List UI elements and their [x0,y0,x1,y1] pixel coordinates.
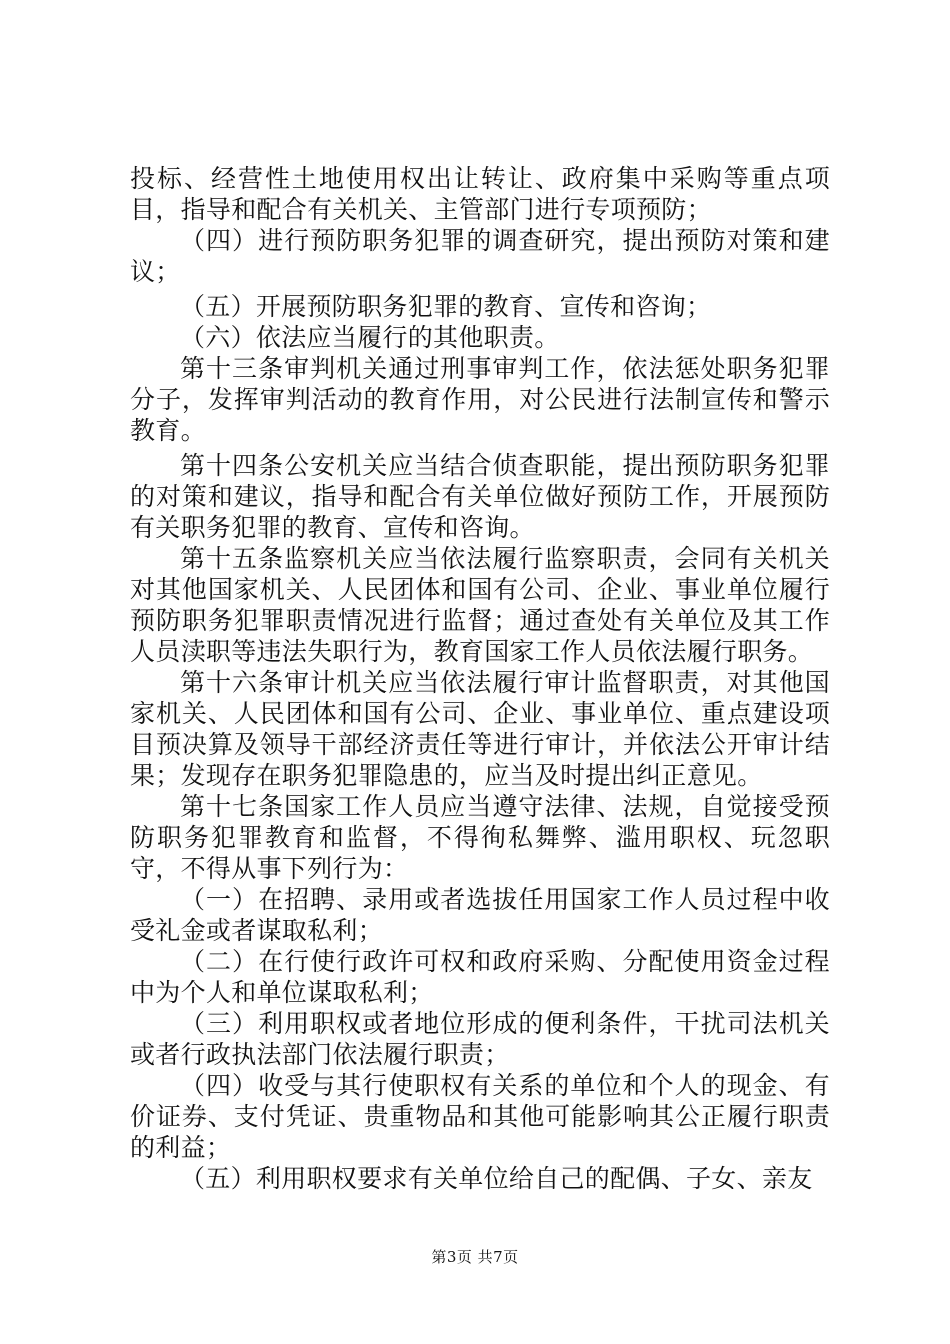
paragraph-sub-item-3: （三）利用职权或者地位形成的便利条件，干扰司法机关或者行政执法部门依法履行职责； [130,1009,830,1069]
paragraph-article-14: 第十四条公安机关应当结合侦查职能，提出预防职务犯罪的对策和建议，指导和配合有关单位做好预防工作，开展预防有关职务犯罪的教育、宣传和咨询。 [130,451,830,542]
paragraph-continuation: 投标、经营性土地使用权出让转让、政府集中采购等重点项目，指导和配合有关机关、主管部门进行专项预防； [130,164,830,224]
paragraph-article-13: 第十三条审判机关通过刑事审判工作，依法惩处职务犯罪分子，发挥审判活动的教育作用，对公民进行法制宣传和警示教育。 [130,354,830,445]
paragraph-sub-item-2: （二）在行使行政许可权和政府采购、分配使用资金过程中为个人和单位谋取私利； [130,947,830,1007]
paragraph-article-17: 第十七条国家工作人员应当遵守法律、法规，自觉接受预防职务犯罪教育和监督，不得徇私舞弊、滥用职权、玩忽职守，不得从事下列行为： [130,792,830,883]
paragraph-item-4: （四）进行预防职务犯罪的调查研究，提出预防对策和建议； [130,226,830,286]
page-number-footer: 第3页 共7页 [431,1248,519,1266]
paragraph-item-5: （五）开展预防职务犯罪的教育、宣传和咨询； [180,292,712,321]
paragraph-sub-item-4: （四）收受与其行使职权有关系的单位和个人的现金、有价证券、支付凭证、贵重物品和其他可能影响其公正履行职责的利益； [130,1071,830,1162]
paragraph-article-16: 第十六条审计机关应当依法履行审计监督职责，对其他国家机关、人民团体和国有公司、企业、事业单位、重点建设项目预决算及领导干部经济责任等进行审计，并依法公开审计结果；发现存在职务犯罪隐患的，应当及时提出纠正意见。 [130,668,830,790]
paragraph-sub-item-5: （五）利用职权要求有关单位给自己的配偶、子女、亲友 [180,1164,813,1193]
document-body [130,163,830,1194]
paragraph-item-6: （六）依法应当履行的其他职责。 [180,323,560,352]
paragraph-article-15: 第十五条监察机关应当依法履行监察职责，会同有关机关对其他国家机关、人民团体和国有公司、企业、事业单位履行预防职务犯罪职责情况进行监督；通过查处有关单位及其工作人员渎职等违法失职行为，教育国家工作人员依法履行职务。 [130,544,830,666]
paragraph-sub-item-1: （一）在招聘、录用或者选拔任用国家工作人员过程中收受礼金或者谋取私利； [130,885,830,945]
